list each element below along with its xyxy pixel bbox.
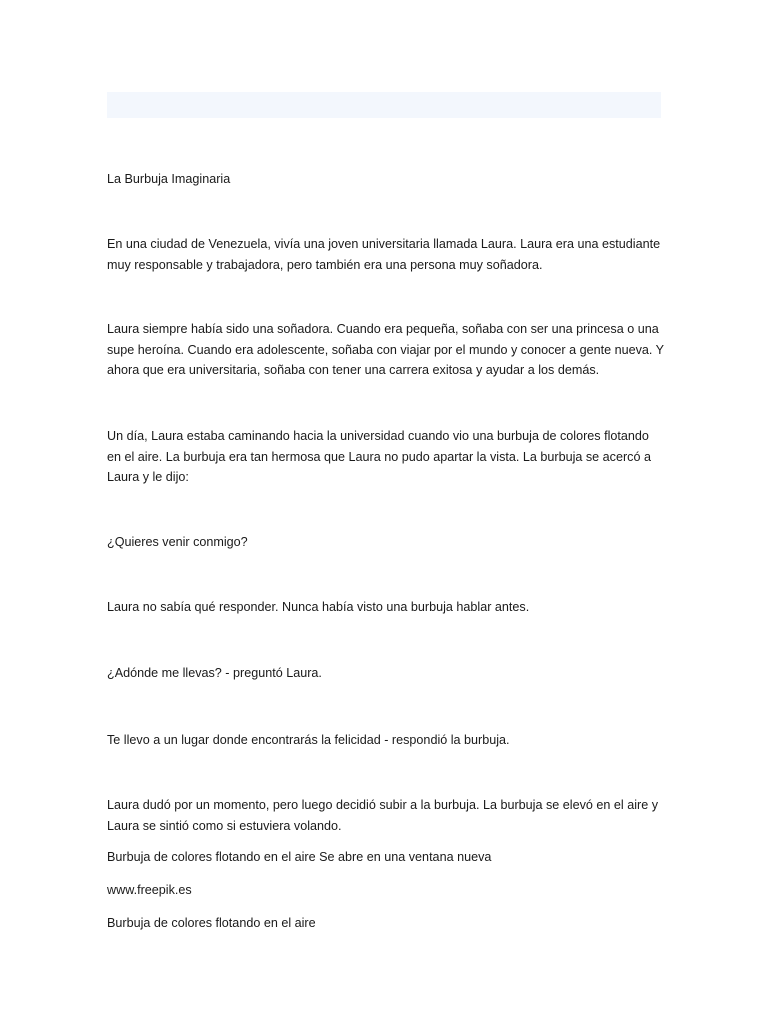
- image-alt-line: Burbuja de colores flotando en el aire: [107, 916, 316, 930]
- paragraph-line: Laura y le dijo:: [107, 470, 189, 484]
- paragraph-6: [107, 663, 667, 684]
- paragraph-line: ahora que era universitaria, soñaba con tener una carrera exitosa y ayudar a los demás.: [107, 363, 600, 377]
- paragraph-8: [107, 795, 667, 836]
- paragraph-line: ¿Adónde me llevas? - preguntó Laura.: [107, 666, 322, 680]
- story-title: [107, 169, 667, 190]
- title-text: La Burbuja Imaginaria: [107, 172, 231, 186]
- paragraph-line: En una ciudad de Venezuela, vivía una joven universitaria llamada Laura. Laura era una estudiante: [107, 237, 661, 251]
- paragraph-line: Laura siempre había sido una soñadora. Cuando era pequeña, soñaba con ser una princesa o una: [107, 322, 659, 336]
- paragraph-line: Laura dudó por un momento, pero luego decidió subir a la burbuja. La burbuja se elevó en el aire y: [107, 798, 658, 812]
- paragraph-line: Laura se sintió como si estuviera volando.: [107, 818, 342, 833]
- header-bar: [107, 92, 661, 118]
- paragraph-3: [107, 426, 667, 488]
- paragraph-7: [107, 730, 667, 751]
- paragraph-line: ¿Quieres venir conmigo?: [107, 535, 248, 549]
- paragraph-4: [107, 532, 667, 553]
- paragraph-line: en el aire. La burbuja era tan hermosa que Laura no pudo apartar la vista. La burbuja se acercó a: [107, 449, 651, 464]
- source-link-text: www.freepik.es: [107, 883, 192, 897]
- paragraph-line: supe heroína. Cuando era adolescente, soñaba con viajar por el mundo y conocer a gente nueva. Y: [107, 342, 665, 357]
- paragraph-5: [107, 597, 667, 618]
- paragraph-2: [107, 319, 667, 381]
- paragraph-line: Un día, Laura estaba caminando hacia la universidad cuando vio una burbuja de colores flotando: [107, 429, 649, 443]
- paragraph-line: Te llevo a un lugar donde encontrarás la felicidad - respondió la burbuja.: [107, 733, 510, 747]
- paragraph-line: Laura no sabía qué responder. Nunca había visto una burbuja hablar antes.: [107, 600, 530, 614]
- paragraph-1: [107, 234, 667, 275]
- image-caption-text: Burbuja de colores flotando en el aire Se abre en una ventana nueva: [107, 850, 492, 864]
- source-link: [107, 880, 667, 901]
- image-caption: [107, 847, 667, 868]
- paragraph-line: muy responsable y trabajadora, pero también era una persona muy soñadora.: [107, 257, 543, 272]
- image-alt-text: [107, 913, 667, 934]
